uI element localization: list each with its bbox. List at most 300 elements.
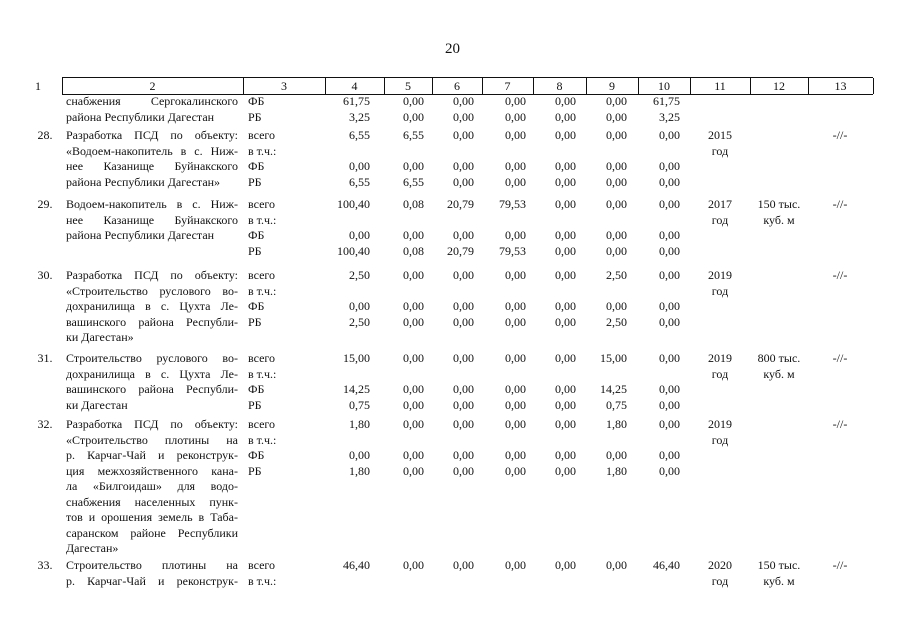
header-cell: 3 xyxy=(281,79,287,93)
amount-value: 100,40 xyxy=(337,243,370,258)
amount-value: 79,53 xyxy=(499,197,526,211)
amount-value: 0,75 xyxy=(349,397,370,412)
object-name xyxy=(66,558,238,589)
amount-value: 0,00 xyxy=(453,128,474,142)
amount-value: 0,00 xyxy=(659,463,680,478)
amount-value: 0,00 xyxy=(555,314,576,329)
amount-value: 0,00 xyxy=(505,94,526,108)
amount-value xyxy=(414,367,474,383)
amount-value: 0,00 xyxy=(659,128,680,142)
completion-year xyxy=(690,197,750,228)
amount-value: 0,00 xyxy=(659,174,680,189)
amount-column xyxy=(310,268,370,330)
amount-value: 0,00 xyxy=(555,109,576,124)
amount-value: 0,00 xyxy=(606,159,627,173)
funding-source-label: всего xyxy=(248,197,276,211)
amount-value: 0,00 xyxy=(555,243,576,258)
capacity-line xyxy=(750,433,808,449)
amount-value: 0,00 xyxy=(505,351,526,365)
funding-source-label: ФБ xyxy=(248,228,265,242)
amount-value: 0,00 xyxy=(403,268,424,282)
amount-value xyxy=(414,284,474,300)
header-top-rule xyxy=(62,77,873,78)
amount-column xyxy=(620,128,680,190)
amount-value: 0,00 xyxy=(349,228,370,242)
object-name-line: ция межхозяйственного кана- xyxy=(66,463,238,478)
header-cell: 5 xyxy=(405,79,411,93)
amount-column xyxy=(567,94,627,125)
amount-value: 0,00 xyxy=(555,558,576,572)
completion-year-line: год xyxy=(711,283,729,298)
amount-value: 0,00 xyxy=(403,109,424,124)
header-divider xyxy=(873,78,874,94)
funding-source-label: ФБ xyxy=(248,299,265,313)
funding-source-label: в т.ч.: xyxy=(248,283,277,298)
amount-value: 0,00 xyxy=(659,197,680,211)
page-number: 20 xyxy=(445,41,460,57)
amount-value xyxy=(567,367,627,383)
amount-value: 0,00 xyxy=(606,299,627,313)
amount-value: 1,80 xyxy=(606,463,627,478)
amount-value xyxy=(310,284,370,300)
object-name xyxy=(66,268,238,346)
amount-column xyxy=(310,351,370,413)
amount-value: 0,00 xyxy=(505,228,526,242)
capacity-line xyxy=(750,110,808,126)
amount-value: 0,00 xyxy=(505,159,526,173)
object-name xyxy=(66,417,238,557)
funding-source-label: в т.ч.: xyxy=(248,432,277,447)
funding-source-label: РБ xyxy=(248,463,262,478)
completion-year-line: год xyxy=(711,143,729,158)
amount-column xyxy=(310,558,370,589)
amount-column xyxy=(620,94,680,125)
amount-value: 0,00 xyxy=(659,314,680,329)
amount-value: 1,80 xyxy=(349,463,370,478)
amount-value: 14,25 xyxy=(343,382,370,396)
amount-column xyxy=(567,417,627,479)
amount-column xyxy=(414,558,474,589)
header-cell: 10 xyxy=(658,79,670,93)
amount-value: 61,75 xyxy=(653,94,680,108)
amount-value: 0,00 xyxy=(606,197,627,211)
object-name-line: Строительство руслового во- xyxy=(66,351,238,365)
amount-value: 0,00 xyxy=(403,314,424,329)
amount-value: 0,00 xyxy=(606,558,627,572)
amount-value xyxy=(620,574,680,590)
row-number: 31. xyxy=(37,351,53,365)
amount-value: 0,00 xyxy=(555,228,576,242)
header-divider xyxy=(690,78,691,94)
capacity-line: куб. м xyxy=(763,212,795,227)
amount-value: 0,00 xyxy=(403,299,424,313)
amount-column xyxy=(310,94,370,125)
amount-column xyxy=(567,197,627,259)
amount-value xyxy=(567,144,627,160)
header-divider xyxy=(482,78,483,94)
amount-value xyxy=(414,213,474,229)
amount-value: 0,00 xyxy=(403,159,424,173)
capacity-line: 150 тыс. xyxy=(757,197,801,211)
amount-value xyxy=(310,433,370,449)
funding-source-label: ФБ xyxy=(248,382,265,396)
amount-column xyxy=(414,417,474,479)
amount-value: 0,00 xyxy=(403,228,424,242)
amount-value: 0,00 xyxy=(659,243,680,258)
capacity-line: куб. м xyxy=(763,573,795,588)
amount-value xyxy=(567,284,627,300)
amount-value xyxy=(620,284,680,300)
amount-value: 2,50 xyxy=(606,268,627,282)
amount-value: 0,08 xyxy=(403,197,424,211)
capacity xyxy=(750,197,808,228)
completion-year xyxy=(690,268,750,299)
completion-year xyxy=(690,351,750,382)
amount-value: 0,00 xyxy=(453,417,474,431)
amount-column xyxy=(620,197,680,259)
object-name-line: Разработка ПСД по объекту: xyxy=(66,268,238,282)
completion-year-line: 2019 xyxy=(708,351,732,365)
object-name-line: района Республики Дагестан» xyxy=(66,174,221,189)
row-number: 28. xyxy=(37,128,53,142)
funding-source-label: в т.ч.: xyxy=(248,573,277,588)
amount-column xyxy=(567,128,627,190)
header-divider xyxy=(325,78,326,94)
header-cell: 1 xyxy=(35,79,41,93)
object-name-line: «Строительство руслового во- xyxy=(66,283,238,298)
object-name-line: тов и орошения земель в Таба- xyxy=(66,510,238,524)
amount-column xyxy=(310,128,370,190)
amount-value: 79,53 xyxy=(499,243,526,258)
amount-value: 0,00 xyxy=(555,128,576,142)
amount-value: 0,00 xyxy=(403,397,424,412)
object-name-line: Водоем-накопитель в с. Ниж- xyxy=(66,197,238,211)
amount-value: 0,00 xyxy=(453,109,474,124)
funding-source-label: РБ xyxy=(248,314,262,329)
header-cell: 13 xyxy=(834,79,847,93)
object-name-line: района Республики Дагестан xyxy=(66,109,215,124)
amount-value: 0,00 xyxy=(606,448,627,462)
amount-value xyxy=(620,213,680,229)
amount-column xyxy=(414,268,474,330)
completion-year-line: 2015 xyxy=(708,128,732,142)
funding-source xyxy=(248,417,276,479)
amount-value: 46,40 xyxy=(343,558,370,572)
amount-value: 0,00 xyxy=(606,228,627,242)
completion-year xyxy=(690,417,750,448)
amount-value: 0,00 xyxy=(403,351,424,365)
object-name-line: района Республики Дагестан xyxy=(66,228,215,242)
amount-column xyxy=(567,558,627,589)
completion-year-line: 2020 xyxy=(708,558,732,572)
amount-value: 0,00 xyxy=(453,382,474,396)
amount-column xyxy=(310,417,370,479)
amount-value: 100,40 xyxy=(337,197,370,211)
amount-value: 0,00 xyxy=(555,417,576,431)
amount-value: 0,00 xyxy=(555,94,576,108)
amount-value: 0,00 xyxy=(659,351,680,365)
funding-source-label: всего xyxy=(248,128,276,142)
object-name-line: саранском районе Республики xyxy=(66,525,238,540)
object-name-line: р. Карчаг-Чай и реконструк- xyxy=(66,573,238,588)
amount-value: 0,00 xyxy=(403,417,424,431)
amount-value: 0,00 xyxy=(505,268,526,282)
row-number: 32. xyxy=(37,417,53,431)
amount-value: 1,80 xyxy=(606,417,627,431)
header-divider xyxy=(384,78,385,94)
header-divider xyxy=(808,78,809,94)
header-cell: 12 xyxy=(773,79,785,93)
funding-source xyxy=(248,351,276,413)
completion-year-line xyxy=(690,110,750,126)
capacity xyxy=(750,128,808,159)
amount-value xyxy=(310,144,370,160)
amount-value: 0,00 xyxy=(453,299,474,313)
amount-column xyxy=(567,351,627,413)
amount-value: 0,00 xyxy=(555,268,576,282)
capacity-line xyxy=(750,417,808,433)
capacity-line xyxy=(750,128,808,144)
amount-value: 0,00 xyxy=(453,351,474,365)
header-cell: 4 xyxy=(351,79,358,93)
capacity-line: 800 тыс. xyxy=(757,351,801,365)
object-name xyxy=(66,351,238,413)
responsible-note: -//- xyxy=(832,351,848,365)
row-number: 30. xyxy=(37,268,53,282)
completion-year-line: 2019 xyxy=(708,417,732,431)
amount-value: 0,00 xyxy=(606,243,627,258)
row-number: 29. xyxy=(37,197,53,211)
amount-value: 0,00 xyxy=(659,448,680,462)
responsible-note: -//- xyxy=(832,128,848,142)
funding-source-label: в т.ч.: xyxy=(248,366,277,381)
funding-source-label: РБ xyxy=(248,397,262,412)
capacity xyxy=(750,268,808,299)
header-divider xyxy=(533,78,534,94)
object-name-line: снабжения Сергокалинского xyxy=(66,94,238,108)
completion-year xyxy=(690,94,750,125)
amount-value: 0,00 xyxy=(505,558,526,572)
amount-value: 0,00 xyxy=(555,351,576,365)
amount-value: 15,00 xyxy=(343,351,370,365)
amount-value: 0,00 xyxy=(453,448,474,462)
amount-value xyxy=(567,433,627,449)
amount-value xyxy=(414,433,474,449)
capacity-line: 150 тыс. xyxy=(757,558,801,572)
completion-year-line xyxy=(690,94,750,110)
amount-value: 0,00 xyxy=(555,463,576,478)
funding-source-label: ФБ xyxy=(248,448,265,462)
amount-column xyxy=(620,268,680,330)
amount-value: 3,25 xyxy=(659,109,680,124)
object-name-line: р. Карчаг-Чай и реконструк- xyxy=(66,448,238,462)
amount-value: 0,00 xyxy=(453,314,474,329)
header-divider xyxy=(243,78,244,94)
object-name-line: Дагестан» xyxy=(66,541,119,555)
capacity-line: куб. м xyxy=(763,366,795,381)
amount-value: 0,00 xyxy=(453,228,474,242)
object-name-line: «Водоем-накопитель в с. Ниж- xyxy=(66,143,238,158)
amount-column xyxy=(620,558,680,589)
amount-column xyxy=(414,94,474,125)
amount-value: 6,55 xyxy=(403,174,424,189)
amount-value: 0,00 xyxy=(555,197,576,211)
object-name-line: нее Казанище Буйнакского xyxy=(66,159,238,173)
amount-column xyxy=(414,197,474,259)
object-name-line: ки Дагестан» xyxy=(66,330,134,344)
object-name xyxy=(66,128,238,190)
amount-value: 3,25 xyxy=(349,109,370,124)
amount-value: 0,00 xyxy=(659,397,680,412)
amount-value: 0,00 xyxy=(659,382,680,396)
header-cell: 7 xyxy=(504,79,511,93)
amount-value: 0,00 xyxy=(453,397,474,412)
amount-value: 0,00 xyxy=(555,299,576,313)
amount-value: 0,00 xyxy=(555,159,576,173)
amount-value: 0,08 xyxy=(403,243,424,258)
funding-source xyxy=(248,94,264,125)
object-name-line: «Строительство плотины на xyxy=(66,432,238,447)
object-name-line: дохранилища в с. Цухта Ле- xyxy=(66,299,238,313)
amount-column xyxy=(414,351,474,413)
amount-value: 0,00 xyxy=(505,128,526,142)
object-name-line: Строительство плотины на xyxy=(66,558,238,572)
amount-value: 0,00 xyxy=(505,448,526,462)
amount-column xyxy=(620,351,680,413)
capacity xyxy=(750,417,808,448)
amount-value: 0,00 xyxy=(555,448,576,462)
amount-column xyxy=(310,197,370,259)
header-cell: 11 xyxy=(714,79,726,93)
amount-value: 20,79 xyxy=(447,243,474,258)
amount-value: 0,00 xyxy=(505,109,526,124)
amount-value: 14,25 xyxy=(600,382,627,396)
object-name xyxy=(66,94,238,125)
amount-column xyxy=(414,128,474,190)
header-divider xyxy=(432,78,433,94)
amount-value: 0,00 xyxy=(606,128,627,142)
amount-value xyxy=(620,433,680,449)
funding-source xyxy=(248,128,276,190)
capacity-line xyxy=(750,268,808,284)
amount-value: 0,00 xyxy=(659,268,680,282)
capacity xyxy=(750,94,808,125)
amount-value: 0,00 xyxy=(505,382,526,396)
amount-value: 2,50 xyxy=(349,314,370,329)
header-cell: 9 xyxy=(609,79,615,93)
completion-year xyxy=(690,558,750,589)
object-name-line: Разработка ПСД по объекту: xyxy=(66,128,238,142)
amount-value: 0,00 xyxy=(505,314,526,329)
amount-value xyxy=(310,213,370,229)
responsible-note: -//- xyxy=(832,268,848,282)
funding-source xyxy=(248,268,276,330)
amount-value: 2,50 xyxy=(606,314,627,329)
amount-value: 0,00 xyxy=(505,463,526,478)
amount-value: 0,00 xyxy=(555,397,576,412)
amount-value: 0,00 xyxy=(453,558,474,572)
funding-source-label: всего xyxy=(248,268,276,282)
amount-value: 0,00 xyxy=(505,174,526,189)
amount-value xyxy=(310,574,370,590)
capacity xyxy=(750,558,808,589)
completion-year-line: 2019 xyxy=(708,268,732,282)
completion-year-line: год xyxy=(711,573,729,588)
completion-year-line: 2017 xyxy=(708,197,732,211)
object-name-line: дохранилища в с. Цухта Ле- xyxy=(66,366,238,381)
amount-value: 0,00 xyxy=(659,228,680,242)
header-divider xyxy=(638,78,639,94)
amount-value: 1,80 xyxy=(349,417,370,431)
amount-value xyxy=(620,367,680,383)
object-name xyxy=(66,197,238,244)
funding-source xyxy=(248,197,276,259)
amount-value: 0,00 xyxy=(505,299,526,313)
amount-value: 0,75 xyxy=(606,397,627,412)
amount-value xyxy=(567,574,627,590)
header-divider xyxy=(62,78,63,94)
amount-value xyxy=(567,213,627,229)
header-cell: 6 xyxy=(454,79,460,93)
funding-source-label: ФБ xyxy=(248,159,265,173)
amount-value: 0,00 xyxy=(453,463,474,478)
amount-value: 61,75 xyxy=(343,94,370,108)
amount-value xyxy=(414,144,474,160)
completion-year-line: год xyxy=(711,212,729,227)
amount-value: 20,79 xyxy=(447,197,474,211)
amount-value: 0,00 xyxy=(555,174,576,189)
amount-value: 46,40 xyxy=(653,558,680,572)
amount-value: 0,00 xyxy=(505,417,526,431)
completion-year xyxy=(690,128,750,159)
amount-value: 2,50 xyxy=(349,268,370,282)
capacity-line xyxy=(750,144,808,160)
funding-source-label: в т.ч.: xyxy=(248,143,277,158)
amount-value: 0,00 xyxy=(453,159,474,173)
header-divider xyxy=(750,78,751,94)
responsible-note: -//- xyxy=(832,197,848,211)
header-divider xyxy=(586,78,587,94)
completion-year-line: год xyxy=(711,432,729,447)
amount-value: 0,00 xyxy=(403,448,424,462)
amount-value: 0,00 xyxy=(403,558,424,572)
funding-source-label: в т.ч.: xyxy=(248,212,277,227)
amount-value xyxy=(620,144,680,160)
object-name-line: нее Казанище Буйнакского xyxy=(66,212,238,227)
funding-source-label: РБ xyxy=(248,109,262,124)
amount-value: 0,00 xyxy=(349,448,370,462)
completion-year-line: год xyxy=(711,366,729,381)
header-cell: 2 xyxy=(149,79,156,93)
row-number: 33. xyxy=(37,558,53,572)
object-name-line: ки Дагестан xyxy=(66,397,128,412)
amount-value xyxy=(310,367,370,383)
amount-value: 0,00 xyxy=(453,94,474,108)
funding-source-label: всего xyxy=(248,351,276,365)
amount-value: 0,00 xyxy=(403,382,424,396)
object-name-line: вашинского района Республи- xyxy=(66,314,238,329)
amount-value: 0,00 xyxy=(606,174,627,189)
object-name-line: снабжения населенных пунк- xyxy=(66,494,238,509)
funding-source-label: ФБ xyxy=(248,94,265,108)
header-cell: 8 xyxy=(556,79,563,93)
object-name-line: вашинского района Республи- xyxy=(66,382,238,396)
amount-value: 15,00 xyxy=(600,351,627,365)
amount-value: 0,00 xyxy=(453,174,474,189)
amount-column xyxy=(567,268,627,330)
responsible-note: -//- xyxy=(832,417,848,431)
funding-source-label: РБ xyxy=(248,243,262,258)
